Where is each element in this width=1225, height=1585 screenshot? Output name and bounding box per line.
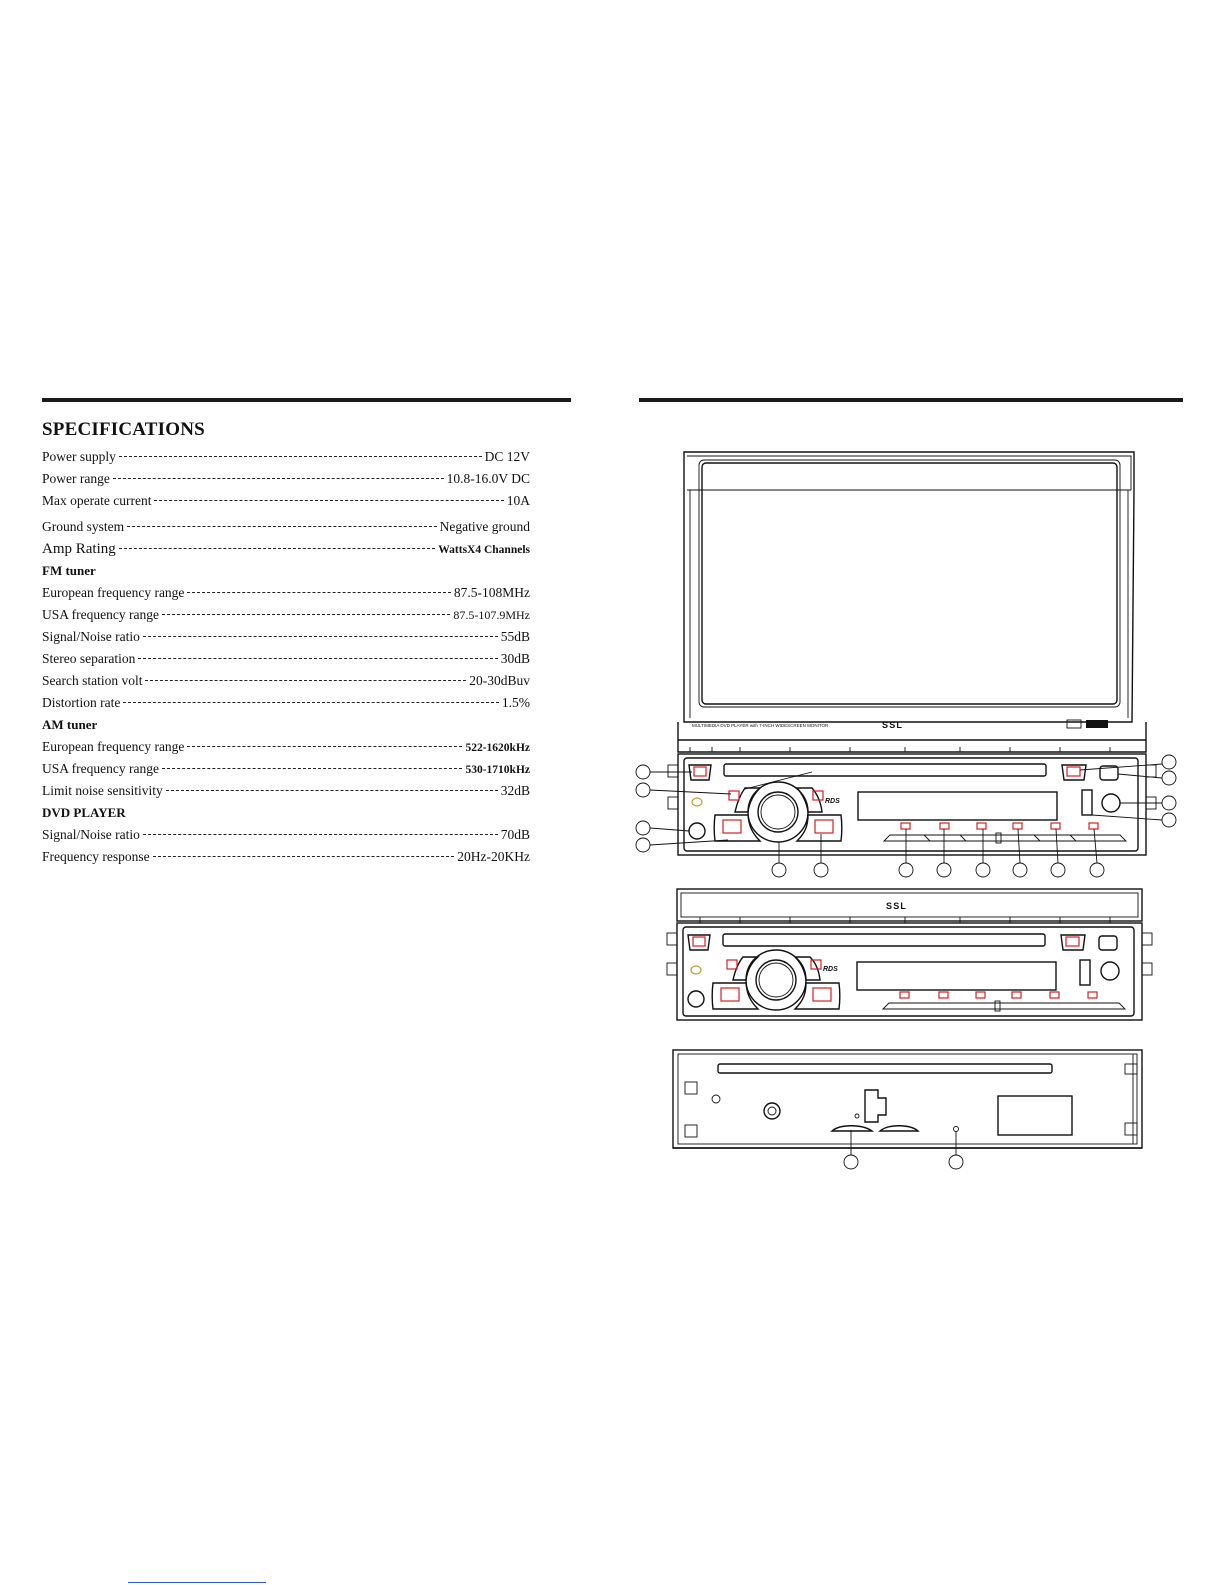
- leader-dots: [162, 614, 450, 615]
- volume-knob: [748, 782, 808, 842]
- spec-row-power-range: [42, 468, 530, 490]
- spec-value: 87.5-107.9MHz: [453, 608, 530, 622]
- leader-dots: [127, 526, 437, 527]
- diagram-open-screen: [636, 452, 1176, 877]
- spec-label: Power range: [42, 471, 110, 486]
- leader-dots: [153, 856, 455, 857]
- spec-value: 55dB: [500, 629, 530, 644]
- diagram-chassis: [673, 1050, 1142, 1169]
- screen: [702, 463, 1117, 704]
- spec-label: USA frequency range: [42, 607, 159, 622]
- spec-value: 10A: [506, 493, 530, 508]
- disc-slot: [724, 764, 1046, 776]
- brand-logo: SSL: [882, 720, 904, 730]
- left-header-rule: [42, 398, 571, 402]
- spec-label: Signal/Noise ratio: [42, 629, 140, 644]
- spec-row-max-current: [42, 490, 530, 512]
- monitor-frame: [684, 452, 1134, 722]
- spec-row: [42, 670, 530, 692]
- leader-dots: [145, 680, 466, 681]
- spec-label: Stereo separation: [42, 651, 136, 666]
- section-heading-am: AM tuner: [42, 717, 98, 732]
- spec-row-ground-system: [42, 516, 530, 538]
- spec-row: [42, 582, 530, 604]
- spec-value: Negative ground: [439, 519, 530, 534]
- spec-value: 87.5-108MHz: [453, 585, 530, 600]
- leader-dots: [143, 636, 498, 637]
- rds-label-closed: RDS: [823, 966, 838, 973]
- footer-link-underline: [128, 1582, 266, 1583]
- leader-dots: [113, 478, 444, 479]
- leader-dots: [119, 456, 482, 457]
- spec-value: 522-1620kHz: [465, 742, 530, 754]
- leader-dots: [187, 746, 462, 747]
- logo-badge: [1086, 720, 1108, 728]
- leader-dots: [119, 548, 436, 549]
- spec-label: Power supply: [42, 449, 116, 464]
- spec-label: European frequency range: [42, 739, 185, 754]
- leader-dots: [154, 500, 503, 501]
- page-title: SPECIFICATIONS: [42, 419, 205, 440]
- leader-dots: [187, 592, 450, 593]
- leader-dots: [143, 834, 498, 835]
- spec-row: [42, 626, 530, 648]
- monitor-caption: MULTIMEDIA DVD PLAYER with 7-INCH WIDESCREEN MONITOR: [692, 723, 829, 728]
- spec-value: 20-30dBuv: [469, 673, 530, 688]
- spec-value: 70dB: [500, 827, 530, 842]
- spec-value: 1.5%: [501, 695, 530, 710]
- spec-label: Limit noise sensitivity: [42, 783, 163, 798]
- spec-label: Distortion rate: [42, 695, 121, 710]
- leader-dots: [138, 658, 497, 659]
- leader-dots: [123, 702, 499, 703]
- diagram-closed-screen: [667, 889, 1152, 1020]
- leader-dots: [162, 768, 463, 769]
- spec-value: WattsX4 Channels: [438, 544, 530, 556]
- leader-dots: [166, 790, 498, 791]
- spec-row: [42, 736, 530, 758]
- spec-row: [42, 780, 530, 802]
- spec-value: 530-1710kHz: [465, 764, 530, 776]
- faceplate: [678, 754, 1146, 855]
- chassis: [673, 1050, 1142, 1148]
- spec-row: [42, 692, 530, 714]
- section-heading-dvd: DVD PLAYER: [42, 805, 126, 820]
- spec-label: Search station volt: [42, 673, 143, 688]
- section-heading-fm: FM tuner: [42, 563, 96, 578]
- spec-row: [42, 648, 530, 670]
- power-button: [694, 767, 706, 776]
- spec-label: Ground system: [42, 519, 125, 534]
- spec-label: Max operate current: [42, 493, 152, 508]
- spec-row: [42, 604, 530, 626]
- spec-row-amp-rating: [42, 538, 530, 560]
- eject-button: [1067, 767, 1080, 776]
- spec-label: Signal/Noise ratio: [42, 827, 140, 842]
- spec-row: [42, 846, 530, 868]
- spec-value: 30dB: [500, 651, 530, 666]
- spec-row: [42, 758, 530, 780]
- rds-label: RDS: [825, 798, 840, 805]
- right-header-rule: [639, 398, 1183, 402]
- brand-logo-closed: SSL: [886, 901, 908, 911]
- spec-value: 20Hz-20KHz: [457, 849, 530, 864]
- faceplate-closed: [677, 923, 1142, 1020]
- specifications-panel: [42, 416, 530, 868]
- closed-monitor: [677, 889, 1142, 921]
- spec-value: 32dB: [500, 783, 530, 798]
- spec-row: [42, 824, 530, 846]
- spec-value: DC 12V: [484, 449, 530, 464]
- spec-row-power-supply: [42, 446, 530, 468]
- display-window: [858, 792, 1057, 820]
- spec-label: Frequency response: [42, 849, 150, 864]
- spec-label: European frequency range: [42, 585, 185, 600]
- spec-value: 10.8-16.0V DC: [446, 471, 530, 486]
- spec-label: USA frequency range: [42, 761, 159, 776]
- spec-label: Amp Rating: [42, 541, 116, 557]
